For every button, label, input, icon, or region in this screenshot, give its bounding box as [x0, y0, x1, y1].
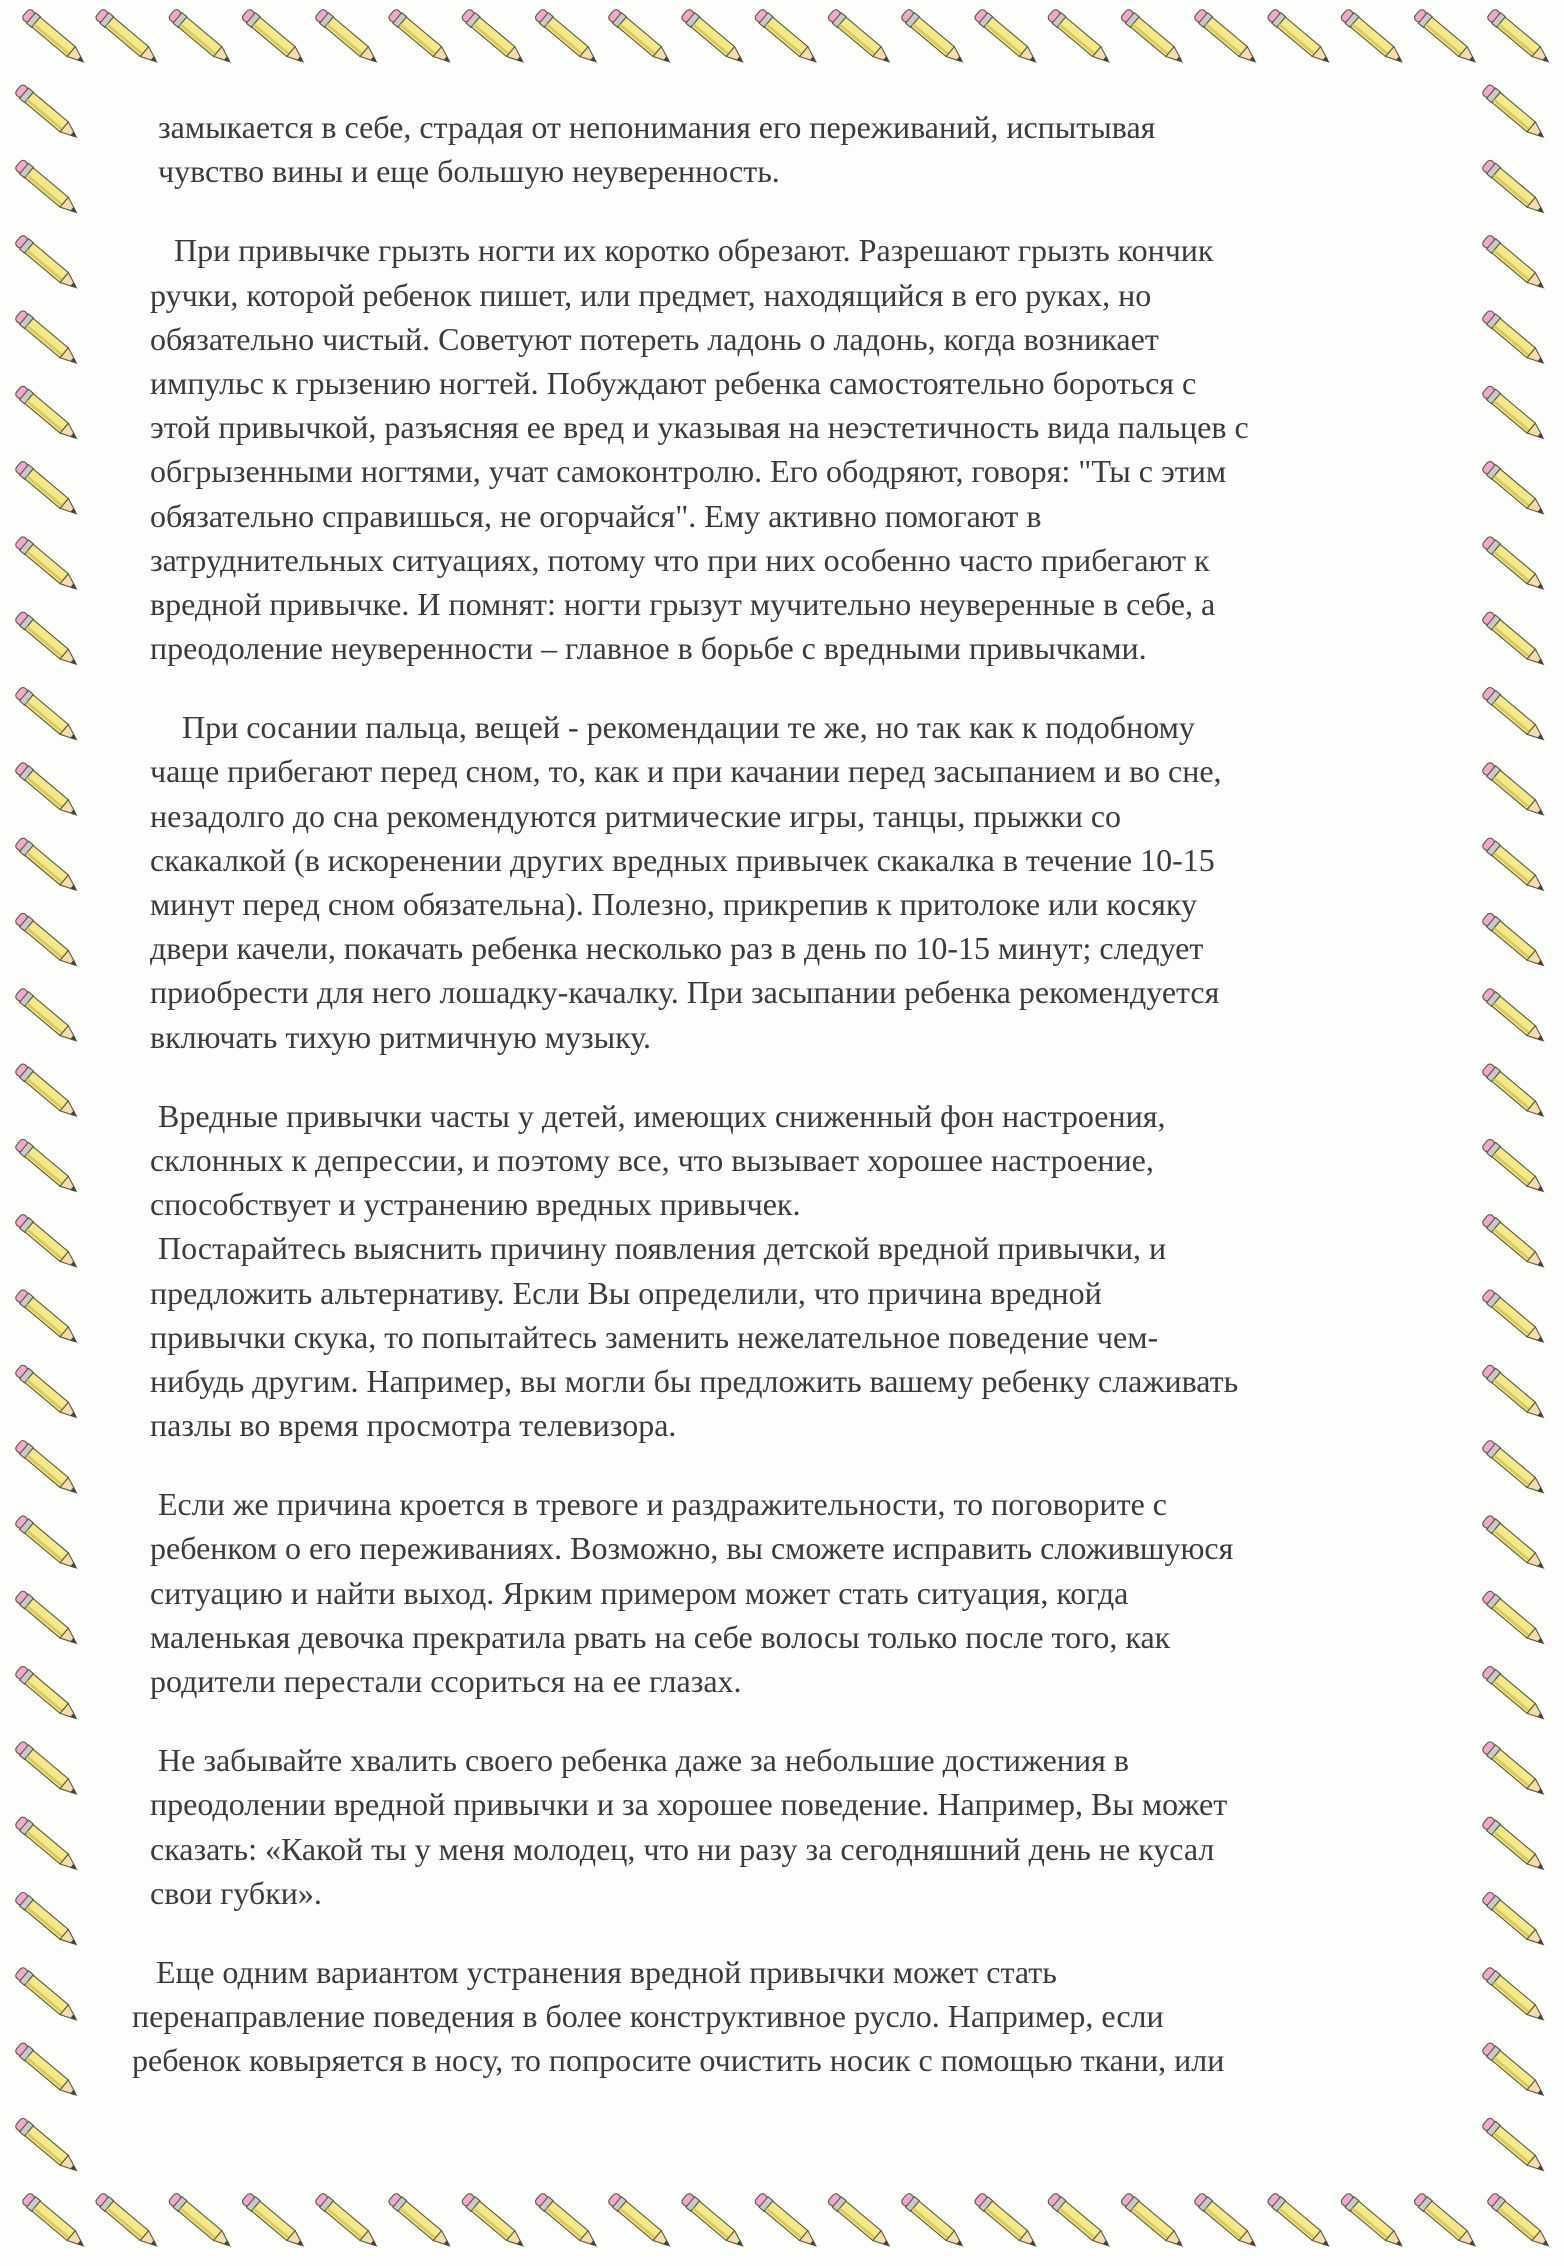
pencil-icon	[973, 2192, 1041, 2252]
pencil-icon	[1193, 2192, 1261, 2252]
pencil-icon	[534, 2192, 602, 2252]
text-line: обгрызенными ногтями, учат самоконтролю. Его ободряют, говоря: "Ты с этим	[150, 453, 1227, 490]
text-line: ситуацию и найти выход. Ярким примером может стать ситуация, когда	[150, 1574, 1129, 1611]
pencil-icon	[14, 384, 82, 444]
pencil-icon	[14, 912, 82, 972]
pencil-icon	[973, 8, 1041, 68]
pencil-icon	[14, 1213, 82, 1273]
pencil-icon	[1481, 912, 1549, 972]
pencil-icon	[1266, 2192, 1334, 2252]
document-body	[132, 105, 1470, 2083]
pencil-icon	[14, 1891, 82, 1951]
text-line: ручки, которой ребенок пишет, или предмет, находящийся в его руках, но	[150, 276, 1152, 313]
pencil-icon	[21, 8, 89, 68]
paragraph	[150, 705, 1470, 1059]
pencil-icon	[607, 2192, 675, 2252]
text-line: минут перед сном обязательна). Полезно, прикрепив к притолоке или косяку	[150, 886, 1197, 922]
pencil-icon	[1481, 460, 1549, 520]
pencil-icon	[1481, 1288, 1549, 1348]
text-line: нибудь другим. Например, вы могли бы предложить вашему ребенку слаживать	[150, 1362, 1239, 1399]
pencil-icon	[14, 836, 82, 896]
paragraph	[150, 228, 1470, 670]
pencil-icon	[753, 2192, 821, 2252]
pencil-icon	[1481, 1138, 1549, 1198]
text-line: скакалкой (в искоренении других вредных привычек скакалка в течение 10-15	[150, 841, 1215, 878]
pencil-icon	[14, 610, 82, 670]
pencil-icon	[387, 2192, 455, 2252]
pencil-icon	[14, 1138, 82, 1198]
pencil-icon	[14, 1589, 82, 1649]
text-line: замыкается в себе, страдая от непонимания его переживаний, испытывая	[158, 109, 1156, 145]
pencil-icon	[460, 8, 528, 68]
text-line: затруднительных ситуациях, потому что при них особенно часто прибегают к	[150, 541, 1210, 578]
pencil-icon	[14, 1740, 82, 1800]
text-line: включать тихую ритмичную музыку.	[150, 1018, 652, 1055]
text-line: преодолении вредной привычки и за хорошее поведение. Например, Вы может	[150, 1786, 1228, 1823]
text-line: При привычке грызть ногти их коротко обрезают. Разрешают грызть кончик	[150, 232, 1214, 269]
pencil-icon	[900, 8, 968, 68]
text-line: вредной привычке. И помнят: ногти грызут мучительно неуверенные в себе, а	[150, 585, 1216, 622]
text-line: чаще прибегают перед сном, то, как и при качании перед засыпанием и во сне,	[150, 753, 1222, 790]
pencil-icon	[14, 1966, 82, 2026]
pencil-icon	[1481, 1966, 1549, 2026]
pencil-icon	[1481, 836, 1549, 896]
pencil-icon	[314, 2192, 382, 2252]
text-line: маленькая девочка прекратила рвать на себе волосы только после того, как	[150, 1618, 1171, 1655]
pencil-icon	[241, 2192, 309, 2252]
pencil-icon	[14, 460, 82, 520]
pencil-icon	[1486, 8, 1554, 68]
text-line: преодоление неуверенности – главное в борьбе с вредными привычками.	[150, 630, 1147, 667]
pencil-icon	[753, 8, 821, 68]
pencil-icon	[94, 8, 162, 68]
pencil-icon	[1481, 384, 1549, 444]
pencil-icon	[14, 686, 82, 746]
pencil-icon	[1413, 8, 1481, 68]
pencil-icon	[14, 83, 82, 143]
text-line: привычки скука, то попытайтесь заменить нежелательное поведение чем-	[150, 1318, 1159, 1355]
pencil-icon	[1481, 1514, 1549, 1574]
pencil-icon	[167, 2192, 235, 2252]
pencil-icon	[1120, 2192, 1188, 2252]
pencil-icon	[1193, 8, 1261, 68]
pencil-icon	[14, 1815, 82, 1875]
pencil-icon	[1339, 2192, 1407, 2252]
text-line: ребенком о его переживаниях. Возможно, вы сможете исправить сложившуюся	[150, 1530, 1234, 1567]
paragraph-gap	[150, 1703, 1470, 1738]
text-line: перенаправление поведения в более конструктивное русло. Например, если	[132, 1998, 1164, 2035]
pencil-icon	[1481, 2041, 1549, 2101]
pencil-icon	[21, 2192, 89, 2252]
pencil-icon	[1481, 761, 1549, 821]
paragraph-gap	[150, 1915, 1470, 1950]
pencil-icon	[680, 2192, 748, 2252]
pencil-icon	[1481, 987, 1549, 1047]
pencil-icon	[14, 987, 82, 1047]
text-line: обязательно справишься, не огорчайся". Ему активно помогают в	[150, 497, 1042, 534]
text-line: приобрести для него лошадку-качалку. При засыпании ребенка рекомендуется	[150, 974, 1220, 1011]
text-line: При сосании пальца, вещей - рекомендации те же, но так как к подобному	[150, 709, 1195, 746]
text-line: этой привычкой, разъясняя ее вред и указывая на неэстетичность вида пальцев с	[150, 409, 1249, 446]
text-line: Постарайтесь выяснить причину появления детской вредной привычки, и	[150, 1230, 1167, 1267]
pencil-icon	[1120, 8, 1188, 68]
pencil-icon	[1481, 686, 1549, 746]
text-line: сказать: «Какой ты у меня молодец, что ни разу за сегодняшний день не кусал	[150, 1830, 1215, 1867]
text-line: чувство вины и еще большую неуверенность.	[158, 153, 780, 190]
pencil-icon	[1481, 158, 1549, 218]
pencil-icon	[1486, 2192, 1554, 2252]
pencil-icon	[1481, 1363, 1549, 1423]
pencil-icon	[1481, 1815, 1549, 1875]
pencil-icon	[1481, 2117, 1549, 2177]
pencil-icon	[1266, 8, 1334, 68]
pencil-icon	[14, 1363, 82, 1423]
pencil-icon	[14, 1062, 82, 1122]
text-line: свои губки».	[150, 1874, 322, 1911]
paragraph-gap	[150, 1447, 1470, 1482]
pencil-icon	[1481, 610, 1549, 670]
pencil-icon	[1481, 83, 1549, 143]
paragraph-gap	[150, 1059, 1470, 1094]
paragraph	[150, 1482, 1470, 1703]
pencil-icon	[387, 8, 455, 68]
pencil-icon	[14, 761, 82, 821]
pencil-icon	[1046, 2192, 1114, 2252]
paragraph-gap	[150, 193, 1470, 228]
text-line: обязательно чистый. Советуют потереть ладонь о ладонь, когда возникает	[150, 320, 1159, 357]
pencil-icon	[1481, 1740, 1549, 1800]
pencil-icon	[1481, 1665, 1549, 1725]
paragraph-gap	[150, 670, 1470, 705]
text-line: ребенок ковыряется в носу, то попросите очистить носик с помощью ткани, или	[132, 2042, 1225, 2079]
pencil-icon	[1481, 1213, 1549, 1273]
pencil-icon	[1481, 1891, 1549, 1951]
pencil-icon	[14, 535, 82, 595]
pencil-icon	[14, 1514, 82, 1574]
pencil-icon	[827, 8, 895, 68]
pencil-icon	[1481, 535, 1549, 595]
paragraph	[158, 105, 1470, 193]
text-line: импульс к грызению ногтей. Побуждают ребенка самостоятельно бороться с	[150, 364, 1197, 401]
pencil-icon	[94, 2192, 162, 2252]
text-line: Не забывайте хвалить своего ребенка даже за небольшие достижения в	[150, 1742, 1129, 1779]
paragraph	[150, 1738, 1470, 1915]
pencil-icon	[1481, 234, 1549, 294]
pencil-icon	[14, 1439, 82, 1499]
pencil-icon	[14, 309, 82, 369]
pencil-icon	[167, 8, 235, 68]
pencil-icon	[607, 8, 675, 68]
text-line: двери качели, покачать ребенка несколько раз в день по 10-15 минут; следует	[150, 930, 1204, 967]
pencil-icon	[14, 234, 82, 294]
pencil-icon	[827, 2192, 895, 2252]
text-line: Вредные привычки часты у детей, имеющих сниженный фон настроения,	[150, 1097, 1166, 1134]
pencil-icon	[1413, 2192, 1481, 2252]
pencil-icon	[1046, 8, 1114, 68]
pencil-icon	[314, 8, 382, 68]
pencil-icon	[14, 2117, 82, 2177]
text-line: Если же причина кроется в тревоге и раздражительности, то поговорите с	[150, 1486, 1167, 1523]
pencil-icon	[14, 1665, 82, 1725]
text-line: склонных к депрессии, и поэтому все, что вызывает хорошее настроение,	[150, 1141, 1154, 1178]
pencil-icon	[1339, 8, 1407, 68]
paragraph	[150, 1094, 1470, 1448]
pencil-icon	[14, 2041, 82, 2101]
pencil-icon	[1481, 309, 1549, 369]
pencil-icon	[460, 2192, 528, 2252]
text-line: Еще одним вариантом устранения вредной привычки может стать	[132, 1953, 1057, 1990]
pencil-icon	[14, 158, 82, 218]
text-line: предложить альтернативу. Если Вы определили, что причина вредной	[150, 1274, 1102, 1311]
text-line: способствует и устранению вредных привычек.	[150, 1186, 801, 1223]
text-line: родители перестали ссориться на ее глазах.	[150, 1663, 742, 1699]
pencil-icon	[900, 2192, 968, 2252]
pencil-icon	[1481, 1062, 1549, 1122]
pencil-icon	[241, 8, 309, 68]
pencil-icon	[680, 8, 748, 68]
pencil-icon	[1481, 1589, 1549, 1649]
pencil-icon	[14, 1288, 82, 1348]
pencil-icon	[534, 8, 602, 68]
text-line: незадолго до сна рекомендуются ритмические игры, танцы, прыжки со	[150, 797, 1122, 834]
text-line: пазлы во время просмотра телевизора.	[150, 1407, 677, 1444]
pencil-icon	[1481, 1439, 1549, 1499]
paragraph	[132, 1950, 1470, 2083]
